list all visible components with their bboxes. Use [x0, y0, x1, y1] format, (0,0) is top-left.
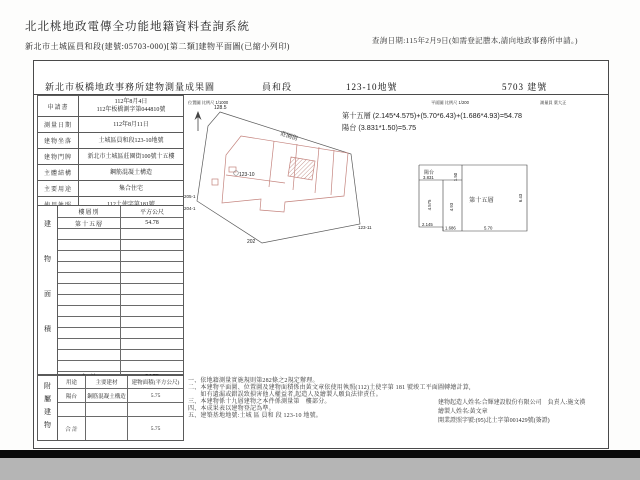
table-row: [58, 273, 183, 284]
dimension-label: 4.93: [449, 202, 454, 212]
dimension-label: 2.145: [422, 222, 433, 227]
value-line: 112年8月4日: [114, 99, 148, 105]
system-title: 北北桃地政電傳全功能地籍資料查詢系統: [25, 21, 250, 33]
floor-area-table: [37, 205, 184, 375]
building-footprint: [212, 136, 348, 212]
table-row: [38, 96, 183, 117]
page-bottom-bar: [0, 450, 640, 458]
table-header-row: [58, 376, 183, 389]
side-label-text: 建物面積: [43, 220, 52, 360]
dimension-label: 4.575: [427, 199, 432, 211]
table-row: [58, 361, 183, 372]
note-line: 三、本建物係十九層建物之本件係測量第 樓部分。: [188, 399, 331, 405]
table-side-label: [38, 376, 58, 440]
north-arrow-icon: [195, 111, 202, 131]
plan-label: 123-11: [358, 225, 372, 230]
survey-drawing: [184, 95, 604, 377]
sheet-header: [34, 61, 608, 95]
floor-label: 第十五層: [469, 197, 494, 204]
row-value: [79, 96, 183, 116]
row-value: 新北市土城區莊園街100號十五樓: [87, 153, 175, 160]
table-header-row: [58, 206, 183, 218]
table-row: [58, 317, 183, 328]
plan-scale-note: 平面圖 比例尺 1/200: [431, 100, 469, 105]
floor-area-formula: 第十五層 (2.145*4.575)+(5.70*6.43)+(1.686*4.93)=54.78: [342, 111, 523, 120]
drafter-name: 繪製人姓名:黃文章: [438, 409, 488, 415]
column-header: 建物面積(平方公尺): [131, 380, 180, 386]
table-row: [38, 117, 183, 133]
table-row: [38, 181, 183, 197]
plan-label: 205-1: [184, 194, 196, 199]
column-header: 樓層別: [58, 206, 121, 217]
note-line: 一、依地籍測量實施規則第282條之2規定辦理。: [188, 378, 319, 384]
annex-building-table: [37, 375, 184, 441]
balcony-label: 陽台: [424, 170, 435, 176]
note-line: 五、建築基地地號:土城 區 員和 段 123-10 地號。: [188, 413, 322, 419]
table-row: [58, 229, 183, 240]
table-total-row: [58, 417, 183, 440]
side-label-text: 附屬建物: [43, 382, 52, 434]
table-row: [38, 149, 183, 165]
dimension-label: 5.70: [484, 225, 493, 231]
note-line: 二、本建物平面圖、位置圖及建物面積係由黃文章依使用執照(112)土使字第 181 號竣工平面圖轉繪計算,: [188, 385, 471, 391]
table-row: [58, 295, 183, 306]
value-line: 112年板橋測字第044810號: [96, 107, 166, 113]
use-cell: 陽台: [58, 389, 86, 402]
table-row: [58, 350, 183, 361]
dimension-label: 1.50: [453, 172, 458, 182]
signature-block: [438, 399, 585, 426]
unit-plan-labels: [422, 169, 523, 231]
street-name: 莊園街: [279, 131, 299, 143]
balcony-area-formula: 陽台 (3.831*1.50)=5.75: [342, 123, 417, 132]
location-scale-note: 位置圖 比例尺 1/1000: [188, 100, 229, 105]
row-value: 鋼筋混凝土構造: [109, 169, 152, 176]
table-row: [58, 328, 183, 339]
table-row: [38, 133, 183, 149]
builder-name: 建物起造人姓名:合輝建設股份有限公司 負責人:施文漢: [438, 400, 586, 406]
parcel-number: 123-10地號: [346, 82, 398, 92]
building-number: 5703 建號: [502, 82, 548, 92]
area-cell: 5.75: [150, 392, 161, 399]
table-side-label: [38, 206, 58, 374]
section-name: 員和段: [262, 82, 293, 92]
plan-label: 123-10: [239, 172, 255, 178]
table-row: [58, 339, 183, 350]
note-line: 四、本成果表以建物登記為準。: [188, 406, 275, 412]
row-value: 112年8月11日: [113, 121, 149, 128]
plan-label: 204-1: [184, 206, 196, 211]
row-label: 測量日期: [38, 117, 79, 132]
row-value: 土城區員和段123-10地號: [98, 137, 164, 144]
surveyor-note: 測量員 葉大正: [540, 100, 567, 105]
row-value: 集合住宅: [118, 185, 143, 192]
row-label: 主要用途: [38, 181, 79, 196]
table-row: [38, 165, 183, 181]
material-cell: 鋼筋混凝土構造: [86, 389, 128, 402]
total-label: 合 計: [58, 417, 86, 440]
table-row: [58, 240, 183, 251]
plan-label: 128.5: [214, 105, 227, 111]
row-label: 申請書: [38, 96, 79, 116]
document-subtitle: 新北市土城區員和段(建號:05703-000)[第二類]建物平面圖(已縮小列印): [25, 42, 290, 51]
table-row: [58, 262, 183, 273]
column-header: 用途: [58, 376, 86, 388]
table-row: [58, 284, 183, 295]
table-row: [58, 251, 183, 262]
dimension-label: 6.43: [518, 193, 523, 203]
parcel-boundary: [197, 112, 360, 243]
office-title: 新北市板橋地政事務所建物測量成果圖: [45, 82, 216, 92]
table-row: [58, 306, 183, 317]
table-row: [58, 218, 183, 229]
row-label: 建物門牌: [38, 149, 79, 164]
column-header: 主要建材: [86, 376, 128, 388]
dimension-label: 1.686: [445, 225, 456, 231]
note-line: 如有遺漏或錯誤致損害他人權益者,起造人及繪製人願負法律責任。: [188, 392, 382, 398]
building-info-table: [37, 95, 184, 213]
survey-result-sheet: [33, 60, 609, 449]
query-date: 查詢日期:115年2月9日(如需登記謄本,請向地政事務所申請。): [372, 36, 578, 45]
dimension-label: 3.831: [423, 175, 434, 180]
row-label: 建物坐落: [38, 133, 79, 148]
table-row: [58, 403, 183, 417]
row-label: 主體結構: [38, 165, 79, 180]
plan-label: 202: [247, 239, 256, 245]
column-header: 平方公尺: [139, 210, 164, 216]
license-number: 開業證照字號:(95)北土字第001429號(簽證): [438, 418, 550, 424]
area-cell: 54.78: [145, 220, 159, 226]
floor-cell: 第十五層: [58, 218, 121, 228]
measured-unit-hatch: [288, 157, 315, 180]
total-value: 5.75: [150, 425, 161, 432]
table-row: [58, 389, 183, 403]
